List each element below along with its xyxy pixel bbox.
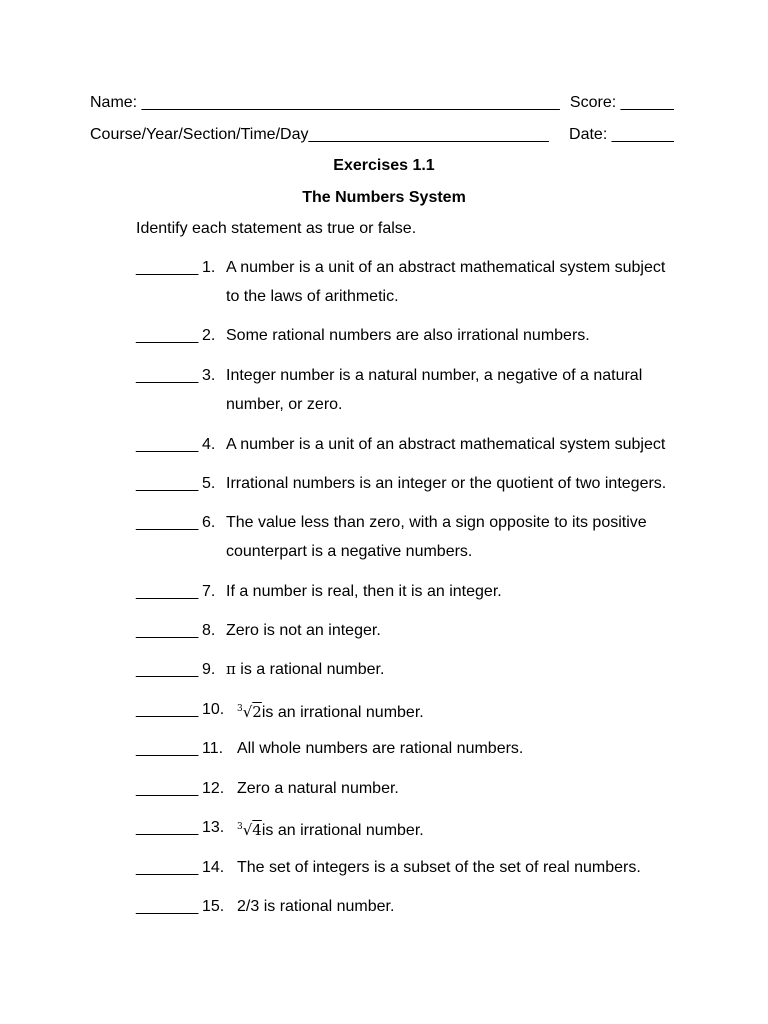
question-number: 5. (202, 475, 216, 492)
question-text (226, 655, 681, 684)
question-text (237, 813, 681, 845)
root-index: 3 (237, 822, 243, 832)
question-number: 13. (202, 819, 225, 836)
page-title: Exercises 1.1 (333, 157, 435, 174)
question-number: 11. (202, 740, 224, 757)
question-text-body: is an irrational number. (261, 822, 424, 839)
answer-blank: _______ (136, 898, 199, 915)
question-text: All whole numbers are rational numbers. (237, 740, 524, 757)
pi-symbol: π (226, 660, 236, 678)
course-date-line (90, 126, 674, 144)
question-item-12 (136, 774, 681, 803)
answer-blank: _______ (136, 859, 199, 876)
question-item-11 (136, 734, 681, 763)
question-text: If a number is real, then it is an integer. (226, 583, 502, 600)
question-item-9 (136, 655, 681, 684)
question-number: 4. (202, 436, 216, 453)
question-item-14 (136, 853, 681, 882)
answer-blank: _______ (136, 327, 199, 344)
question-text: Some rational numbers are also irrational numbers. (226, 327, 590, 344)
question-text-body: is an irrational number. (261, 704, 424, 721)
answer-blank: _______ (136, 259, 199, 276)
answer-blank: _______ (136, 780, 199, 797)
question-item-3 (136, 361, 681, 419)
question-number: 6. (202, 514, 216, 531)
answer-blank: _______ (136, 819, 199, 836)
question-text: 2/3 is rational number. (237, 898, 395, 915)
answer-blank: _______ (136, 740, 199, 757)
answer-blank: _______ (136, 436, 199, 453)
question-item-10 (136, 695, 681, 727)
question-text: The value less than zero, with a sign opposite to its positive counterpart is a negative numbers. (226, 514, 647, 560)
question-text-body: is a rational number. (235, 661, 385, 678)
question-text (237, 695, 681, 727)
answer-blank: _______ (136, 514, 199, 531)
question-item-6 (136, 508, 681, 566)
question-number: 9. (202, 661, 216, 678)
cube-root-symbol: $^3$√2 (237, 703, 262, 721)
question-item-13 (136, 813, 681, 845)
answer-blank: _______ (136, 583, 199, 600)
question-item-15 (136, 892, 681, 921)
radicand: 4 (252, 821, 262, 839)
score-field: Score: ______ (569, 94, 674, 111)
question-text: The set of integers is a subset of the set of real numbers. (237, 859, 641, 876)
page-subtitle: The Numbers System (302, 189, 466, 206)
question-number: 1. (202, 259, 216, 276)
root-index: 3 (237, 704, 243, 714)
question-number: 2. (202, 327, 216, 344)
answer-blank: _______ (136, 661, 199, 678)
question-item-4 (136, 430, 681, 459)
question-number: 8. (202, 622, 216, 639)
question-number: 12. (202, 780, 225, 797)
question-text: Zero is not an integer. (226, 622, 381, 639)
radicand: 2 (252, 703, 262, 721)
question-number: 14. (202, 859, 225, 876)
name-score-line (90, 94, 674, 112)
question-item-2 (136, 321, 681, 350)
course-field: Course/Year/Section/Time/Day___________________________ (90, 126, 549, 143)
question-number: 7. (202, 583, 216, 600)
answer-blank: _______ (136, 367, 199, 384)
answer-blank: _______ (136, 475, 199, 492)
question-number: 3. (202, 367, 216, 384)
answer-blank: _______ (136, 622, 199, 639)
answer-blank: _______ (136, 701, 199, 718)
question-item-7 (136, 577, 681, 606)
question-item-8 (136, 616, 681, 645)
question-number: 10. (202, 701, 225, 718)
question-text: Irrational numbers is an integer or the quotient of two integers. (226, 475, 667, 492)
instruction-text: Identify each statement as true or false. (136, 220, 417, 237)
question-text: Zero a natural number. (237, 780, 399, 797)
question-text: A number is a unit of an abstract mathematical system subject to the laws of arithmetic. (226, 259, 666, 305)
question-text: Integer number is a natural number, a negative of a natural number, or zero. (226, 367, 643, 413)
question-item-1 (136, 253, 681, 311)
question-text: A number is a unit of an abstract mathematical system subject (226, 436, 666, 453)
cube-root-symbol: $^3$√4 (237, 821, 262, 839)
name-field: Name: _______________________________________________ (90, 94, 560, 111)
question-item-5 (136, 469, 681, 498)
question-number: 15. (202, 898, 225, 915)
date-field: Date: _______ (569, 126, 674, 143)
